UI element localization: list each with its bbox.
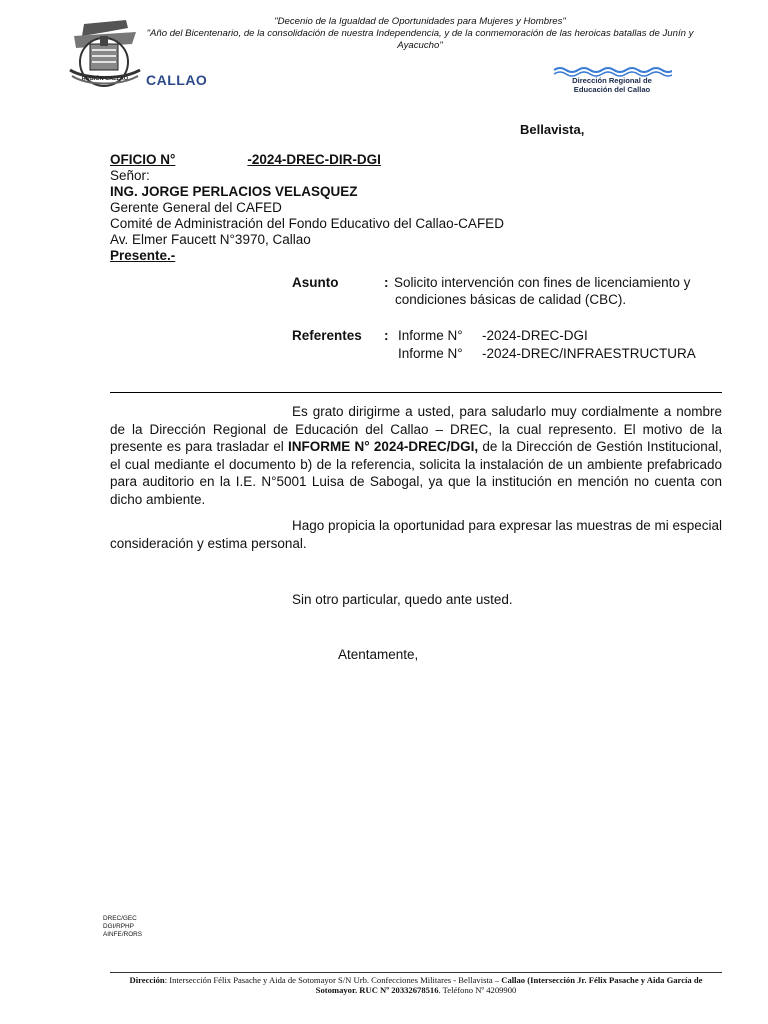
footer-text-1: : Intersección Félix Pasache y Aida de Sotomayor S/N Urb. Confecciones Militares - Bellavista – — [164, 975, 502, 985]
recipient-org: Comité de Administración del Fondo Educativo del Callao-CAFED — [110, 216, 504, 231]
footer-bold: Callao (Intersección Jr. Félix Pasache y Aida García de Sotomayor. RUC Nº 20332678516 — [315, 975, 703, 995]
letter-body — [110, 403, 722, 561]
callao-logo-text: CALLAO — [146, 72, 208, 88]
paragraph-2: Hago propicia la oportunidad para expresar las muestras de mi especial consideración y estima personal. — [110, 518, 722, 551]
recipient-title: Gerente General del CAFED — [110, 200, 282, 215]
reference-initials — [103, 915, 142, 939]
footer-label: Dirección — [129, 975, 165, 985]
footer-text-2: . Teléfono Nº 4209900 — [438, 985, 517, 995]
paragraph-1-part-b: de la Dirección de Gestión Institucional, el cual mediante el documento b) de la referencia, solicita la instalación de un ambiente prefabricado para auditorio en la I.E. N°5001 Luisa de Sabogal, ya que la institución en mención no cuenta con dicho ambiente. — [110, 439, 722, 507]
subject-block — [292, 274, 690, 308]
informe-reference: INFORME N° 2024-DREC/DGI, — [288, 439, 479, 454]
paragraph-1 — [110, 403, 722, 508]
letter-place: Bellavista, — [520, 122, 585, 137]
ref-2-number: Informe N° — [398, 346, 463, 361]
initials-1: DREC/GEC — [103, 915, 137, 922]
ref-1-code: -2024-DREC-DGI — [482, 328, 588, 343]
closing-line: Sin otro particular, quedo ante usted. — [292, 592, 513, 607]
paragraph-1-part-a: Es grato dirigirme a usted, para saludarlo muy cordialmente a nombre de la Dirección Regional de Educación del Callao – DREC, la cual represento. El motivo de la presente es para trasladar el — [110, 404, 722, 454]
separator-line — [110, 392, 722, 393]
addressee-block — [110, 152, 504, 264]
ref-1-number: Informe N° — [398, 328, 463, 343]
region-callao-seal-icon — [66, 14, 144, 94]
header-mottos — [110, 16, 730, 52]
recipient-address: Av. Elmer Faucett N°3970, Callao — [110, 232, 311, 247]
initials-2: DGI/RPHP — [103, 923, 134, 930]
regards: Atentamente, — [338, 647, 419, 662]
footer-address — [110, 975, 722, 995]
drec-logo-line-1: Dirección Regional de — [572, 76, 652, 85]
subject-line-2: condiciones básicas de calidad (CBC). — [395, 292, 627, 307]
ref-2-code: -2024-DREC/INFRAESTRUCTURA — [482, 346, 696, 361]
references-label: Referentes — [292, 328, 362, 343]
presente: Presente.- — [110, 248, 176, 263]
drec-logo-text — [553, 77, 671, 94]
drec-logo-line-2: Educación del Callao — [573, 84, 651, 94]
subject-line-1: Solicito intervención con fines de licenciamiento y — [394, 275, 691, 290]
seal-text: REGIÓN CALLAO — [81, 76, 129, 82]
oficio-code: -2024-DREC-DIR-DGI — [247, 152, 381, 167]
oficio-number — [110, 152, 504, 168]
motto-line-3: Ayacucho" — [397, 40, 443, 51]
motto-line-2: "Año del Bicentenario, de la consolidación de nuestra Independencia, y de la conmemoración de las heroicas batallas de Junín y — [146, 28, 694, 39]
oficio-label: OFICIO N° — [110, 152, 176, 167]
footer-rule — [110, 972, 722, 973]
recipient-name: ING. JORGE PERLACIOS VELASQUEZ — [110, 184, 358, 199]
subject-colon: : — [384, 275, 389, 290]
references-colon: : — [384, 328, 389, 343]
motto-line-1: "Decenio de la Igualdad de Oportunidades para Mujeres y Hombres" — [274, 16, 566, 27]
salutation: Señor: — [110, 168, 150, 183]
references-block — [292, 327, 696, 363]
subject-label: Asunto — [292, 275, 339, 290]
initials-3: AINFE/RORS — [103, 931, 143, 938]
